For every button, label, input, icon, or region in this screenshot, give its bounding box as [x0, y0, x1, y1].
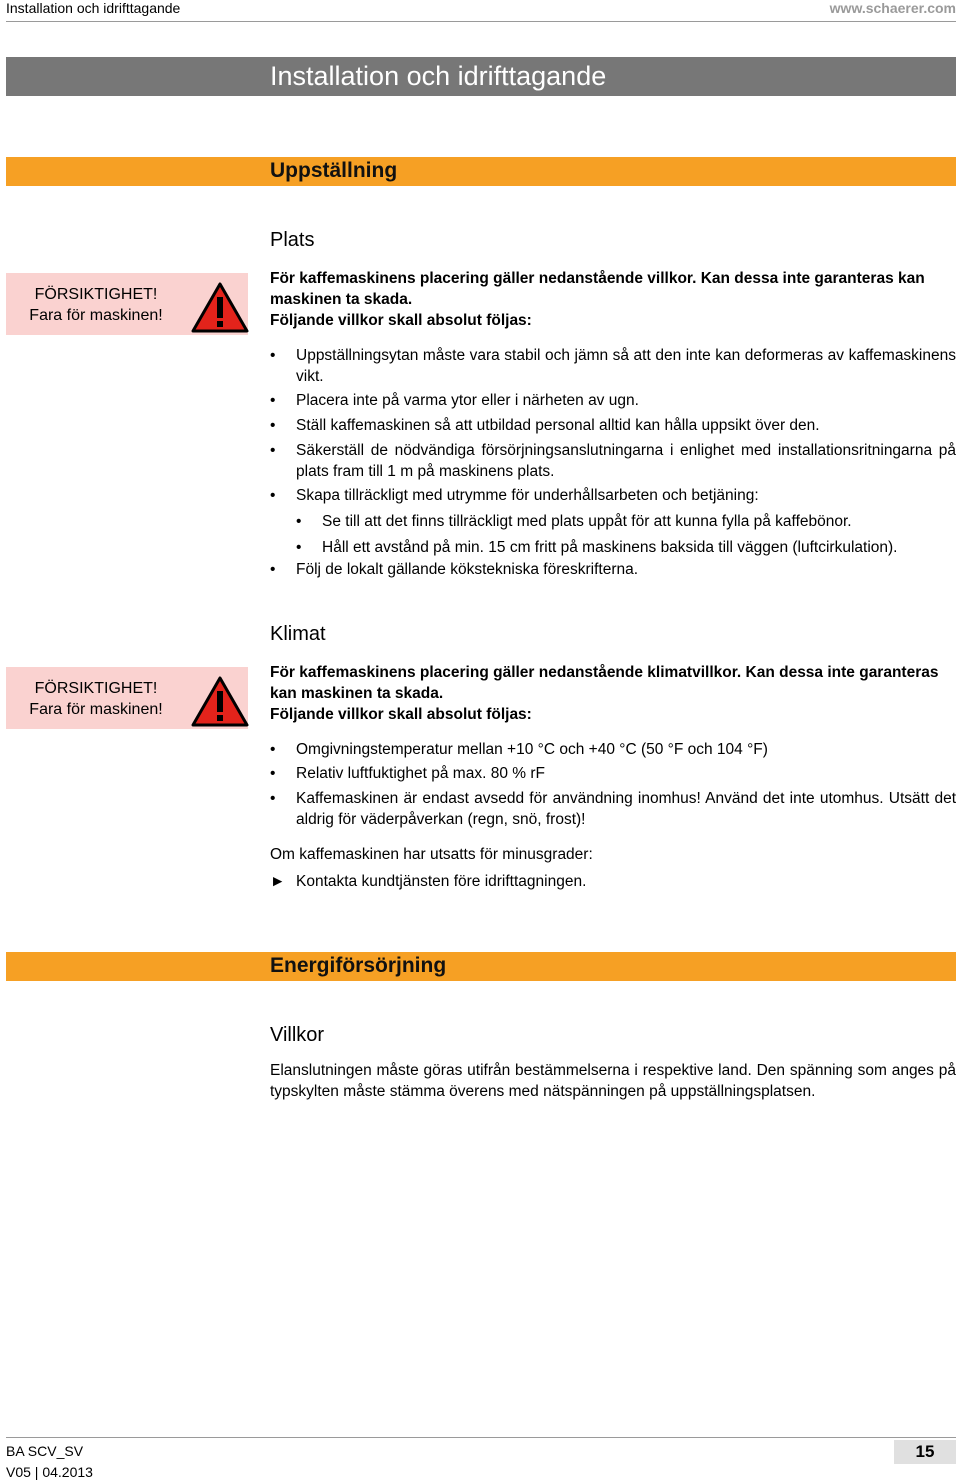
caution-text	[6, 284, 186, 326]
chapter-title-bar	[6, 57, 956, 96]
footer-divider	[6, 1437, 956, 1438]
caution-title: FÖRSIKTIGHET!	[34, 680, 158, 697]
caution-box-place	[6, 273, 248, 335]
climate-conditions-list	[270, 739, 956, 830]
climate-intro-follow: Följande villkor skall absolut följas:	[270, 706, 532, 723]
chapter-title: Installation och idrifttagande	[270, 61, 607, 91]
header-website-link[interactable]: www.schaerer.com	[829, 0, 956, 16]
frost-action	[270, 871, 956, 892]
frost-action-text: Kontakta kundtjänsten före idrifttagningen.	[296, 873, 587, 890]
subheading-climate: Klimat	[270, 623, 326, 645]
arrow-right-icon: ►	[270, 873, 286, 890]
list-item: • Skapa tillräckligt med utrymme för underhållsarbeten och betjäning:	[270, 485, 956, 506]
list-item: • Placera inte på varma ytor eller i närheten av ugn.	[270, 390, 956, 411]
place-conditions-list	[270, 345, 956, 580]
section-heading-bar	[6, 157, 956, 186]
section-heading-bar	[6, 952, 956, 981]
header-section-title: Installation och idrifttagande	[6, 0, 181, 16]
footer-version: V05 | 04.2013	[6, 1464, 93, 1480]
list-item: • Säkerställ de nödvändiga försörjningsanslutningarna i enlighet med installationsritningarna på plats fram till 1 m på maskinens plats.	[270, 440, 956, 482]
header-divider	[6, 21, 956, 22]
page-number: 15	[915, 1442, 935, 1461]
subheading-conditions: Villkor	[270, 1024, 325, 1046]
subheading-place: Plats	[270, 229, 315, 251]
footer-doc: BA SCV_SV	[6, 1443, 84, 1459]
list-item: • Kaffemaskinen är endast avsedd för användning inomhus! Använd det inte utomhus. Utsätt det aldrig för väderpåverkan (regn, snö, frost)!	[270, 788, 956, 830]
caution-subtitle: Fara för maskinen!	[29, 307, 163, 324]
place-intro-bold: För kaffemaskinens placering gäller nedanstående villkor. Kan dessa inte garanteras kan maskinen ta skada.	[270, 270, 925, 308]
frost-note: Om kaffemaskinen har utsatts för minusgrader:	[270, 846, 593, 863]
list-subitem: • Se till att det finns tillräckligt med plats uppåt för att kunna fylla på kaffebönor.	[270, 511, 956, 532]
caution-title: FÖRSIKTIGHET!	[34, 286, 158, 303]
list-item: • Ställ kaffemaskinen så att utbildad personal alltid kan hålla uppsikt över den.	[270, 415, 956, 436]
warning-triangle-icon	[190, 675, 250, 728]
list-item: • Omgivningstemperatur mellan +10 °C och +40 °C (50 °F och 104 °F)	[270, 739, 956, 760]
caution-box-climate	[6, 667, 248, 729]
climate-intro	[270, 662, 956, 725]
list-item: • Relativ luftfuktighet på max. 80 % rF	[270, 763, 956, 784]
section-heading-energy: Energiförsörjning	[270, 954, 447, 977]
list-item: • Följ de lokalt gällande kökstekniska föreskrifterna.	[270, 559, 956, 580]
caution-subtitle: Fara för maskinen!	[29, 701, 163, 718]
warning-triangle-icon	[190, 281, 250, 334]
caution-text	[6, 678, 186, 720]
footer-doc-info	[6, 1441, 93, 1483]
place-intro-follow: Följande villkor skall absolut följas:	[270, 312, 532, 329]
page-number-box	[894, 1440, 956, 1464]
list-item: • Uppställningsytan måste vara stabil och jämn så att den inte kan deformeras av kaffemaskinens vikt.	[270, 345, 956, 387]
conditions-text: Elanslutningen måste göras utifrån bestämmelserna i respektive land. Den spänning som anges på typskylten måste stämma överens med nätspänningen på uppställningsplatsen.	[270, 1062, 956, 1100]
climate-intro-bold: För kaffemaskinens placering gäller nedanstående klimatvillkor. Kan dessa inte garanteras kan maskinen ta skada.	[270, 664, 939, 702]
place-intro	[270, 268, 956, 331]
section-heading-setup: Uppställning	[270, 159, 398, 182]
list-subitem: • Håll ett avstånd på min. 15 cm fritt på maskinens baksida till väggen (luftcirkulation).	[270, 537, 956, 558]
